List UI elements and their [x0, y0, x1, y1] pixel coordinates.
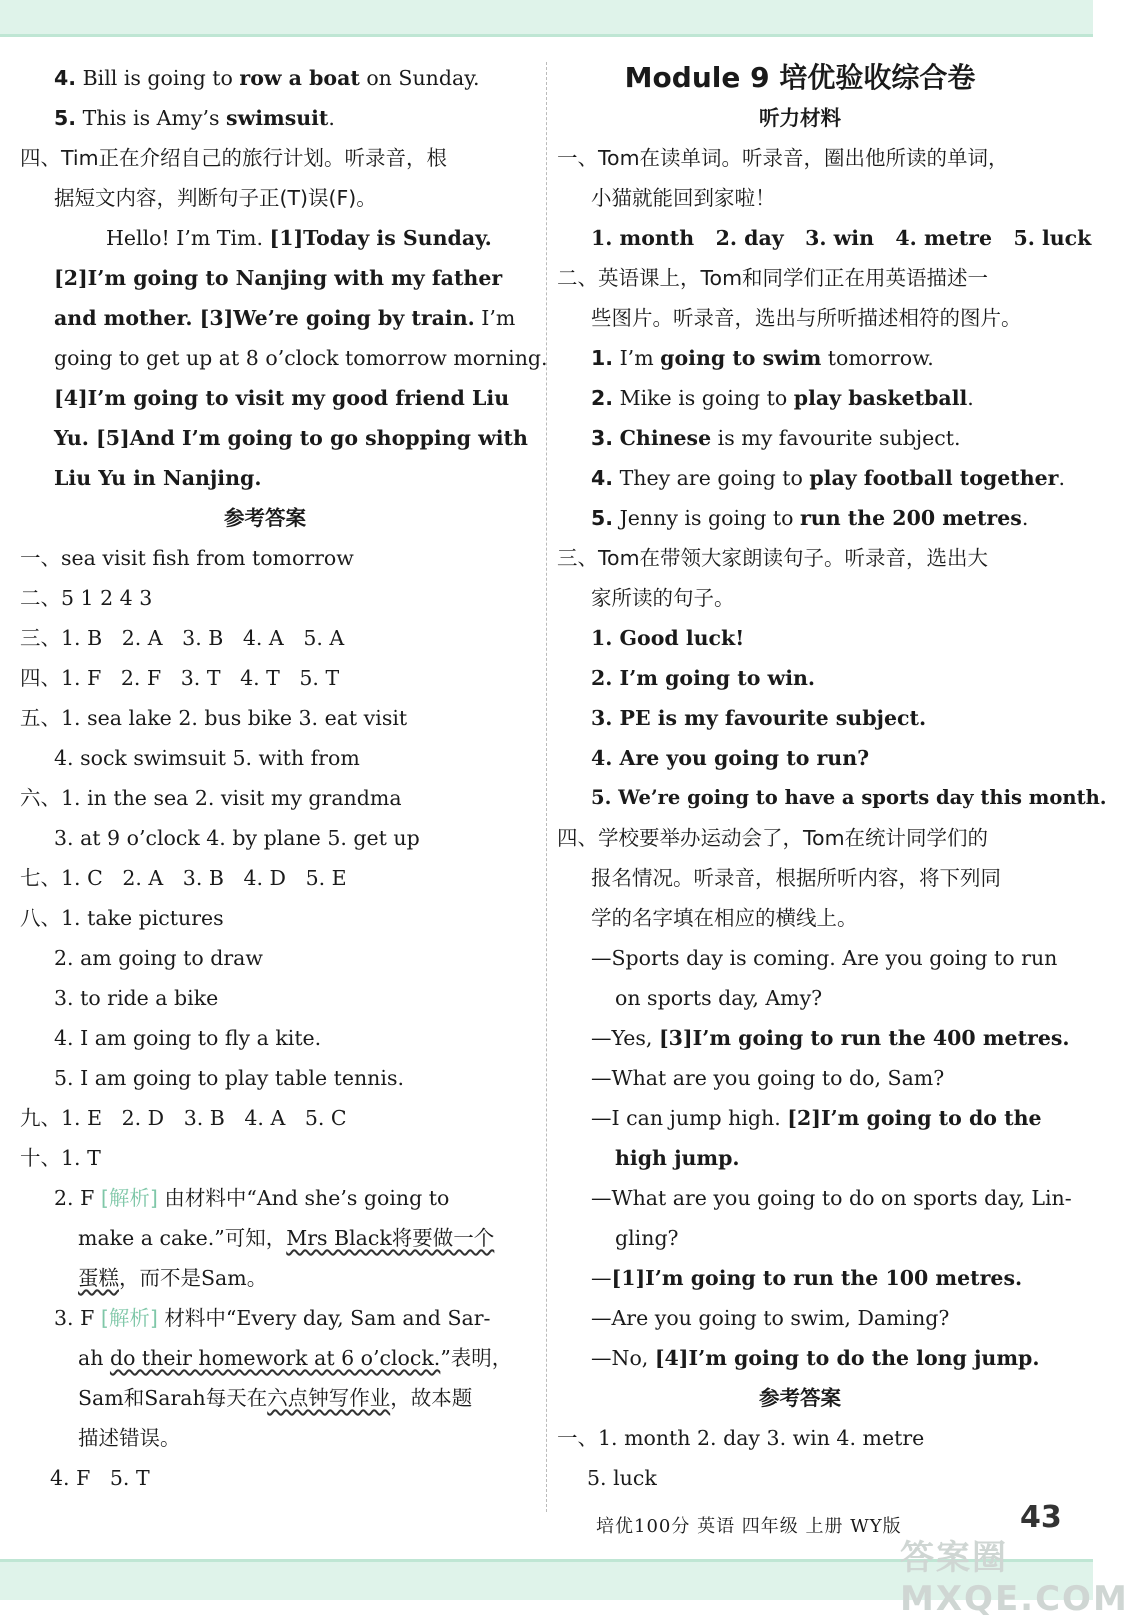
section-2-item-1: 1. I’m going to swim tomorrow. [591, 346, 934, 370]
listening-material-heading: 听力材料 [759, 106, 841, 130]
module-title: Module 9 培优验收综合卷 [624, 61, 976, 94]
answer-section-3: 三、1. B 2. A 3. B 4. A 5. A [20, 626, 345, 650]
dialogue-line-2: —Yes, [3]I’m going to run the 400 metres. [591, 1026, 1070, 1050]
answer-section-6: 六、1. in the sea 2. visit my grandma [20, 786, 402, 810]
passage-line-6: Yu. [5]And I’m going to go shopping with [54, 426, 528, 450]
passage-line-4: going to get up at 8 o’clock tomorrow morning. [54, 346, 548, 370]
answer-8-item-3: 3. to ride a bike [54, 986, 219, 1010]
section-3-item-5: 5. We’re going to have a sports day this month. [591, 786, 1107, 809]
section-2-item-3: 3. Chinese is my favourite subject. [591, 426, 961, 450]
dialogue-line-7: —Are you going to swim, Daming? [591, 1306, 950, 1330]
section-2-instruction-cont: 些图片。听录音，选出与所听描述相符的图片。 [591, 306, 1022, 330]
dialogue-line-8: —No, [4]I’m going to do the long jump. [591, 1346, 1040, 1370]
section-1-words: 1. month 2. day 3. win 4. metre 5. luck [591, 226, 1092, 250]
passage-line-7: Liu Yu in Nanjing. [54, 466, 262, 490]
answer-key-heading: 参考答案 [224, 506, 306, 530]
dialogue-line-5-cont: gling? [615, 1226, 679, 1250]
answer-10-item-3-cont: ah do their homework at 6 o’clock.”表明， [78, 1346, 513, 1370]
answer-section-5: 五、1. sea lake 2. bus bike 3. eat visit [20, 706, 408, 730]
page-number: 43 [1020, 1500, 1062, 1535]
section-3-item-4: 4. Are you going to run? [591, 746, 870, 770]
passage-line-5: [4]I’m going to visit my good friend Liu [54, 386, 510, 410]
section-2-item-4: 4. They are going to play football together. [591, 466, 1066, 490]
answer-section-2: 二、5 1 2 4 3 [20, 586, 153, 610]
section-3-instruction: 三、Tom在带领大家朗读句子。听录音，选出大 [557, 546, 989, 570]
answer-section-9: 九、1. E 2. D 3. B 4. A 5. C [20, 1106, 347, 1130]
dialogue-line-4-cont: high jump. [615, 1146, 740, 1170]
section-1-instruction-cont: 小猫就能回到家啦！ [591, 186, 776, 210]
passage-line-3: and mother. [3]We’re going by train. I’m [54, 306, 516, 330]
dialogue-line-5: —What are you going to do on sports day, Lin- [591, 1186, 1072, 1210]
section-4-instruction: 四、学校要举办运动会了，Tom在统计同学们的 [557, 826, 989, 850]
listening-line-5: 5. This is Amy’s swimsuit. [54, 106, 335, 130]
analysis-tag: [解析] [100, 1306, 158, 1330]
passage-line-2: [2]I’m going to Nanjing with my father [54, 266, 503, 290]
section-2-item-5: 5. Jenny is going to run the 200 metres. [591, 506, 1029, 530]
answer-8-item-2: 2. am going to draw [54, 946, 263, 970]
section-3-instruction-cont: 家所读的句子。 [591, 586, 735, 610]
passage-line-1: Hello! I’m Tim. [1]Today is Sunday. [106, 226, 492, 250]
dialogue-line-1: —Sports day is coming. Are you going to run [591, 946, 1058, 970]
section-4-instruction-end: 学的名字填在相应的横线上。 [591, 906, 858, 930]
answer-10-item-2-cont: make a cake.”可知，Mrs Black将要做一个 [78, 1226, 495, 1250]
answer-section-1: 一、1. month 2. day 3. win 4. metre [557, 1426, 925, 1450]
section-4-instruction-cont: 报名情况。听录音，根据所听内容，将下列同 [591, 866, 1001, 890]
answer-section-4: 四、1. F 2. F 3. T 4. T 5. T [20, 666, 340, 690]
section-3-item-1: 1. Good luck! [591, 626, 745, 650]
answer-10-item-2-end: 蛋糕，而不是Sam。 [78, 1266, 268, 1290]
answer-10-items-4-5: 4. F 5. T [50, 1466, 150, 1490]
dialogue-line-1-cont: on sports day, Amy? [615, 986, 823, 1010]
answer-10-item-3-cont2: Sam和Sarah每天在六点钟写作业，故本题 [78, 1386, 473, 1410]
answer-8-item-5: 5. I am going to play table tennis. [54, 1066, 404, 1090]
answer-10-item-3-end: 描述错误。 [78, 1426, 181, 1450]
section-3-item-2: 2. I’m going to win. [591, 666, 816, 690]
dialogue-line-3: —What are you going to do, Sam? [591, 1066, 945, 1090]
answer-8-item-4: 4. I am going to fly a kite. [54, 1026, 322, 1050]
answer-10-item-2: 2. F [解析] 由材料中“And she’s going to [54, 1186, 450, 1210]
answer-section-1: 一、sea visit fish from tomorrow [20, 546, 354, 570]
section-4-instruction-cont: 据短文内容，判断句子正(T)误(F)。 [54, 186, 377, 210]
answer-section-7: 七、1. C 2. A 3. B 4. D 5. E [20, 866, 347, 890]
dialogue-line-6: —[1]I’m going to run the 100 metres. [591, 1266, 1023, 1290]
answer-section-10: 十、1. T [20, 1146, 101, 1170]
section-2-instruction: 二、英语课上，Tom和同学们正在用英语描述一 [557, 266, 989, 290]
answer-section-1-cont: 5. luck [587, 1466, 657, 1490]
listening-line-4: 4. Bill is going to row a boat on Sunday. [54, 66, 480, 90]
dialogue-line-4: —I can jump high. [2]I’m going to do the [591, 1106, 1042, 1130]
answer-section-8: 八、1. take pictures [20, 906, 224, 930]
section-4-instruction: 四、Tim正在介绍自己的旅行计划。听录音，根 [20, 146, 448, 170]
answer-section-6-cont: 3. at 9 o’clock 4. by plane 5. get up [54, 826, 420, 850]
top-decorative-band [0, 0, 1093, 37]
section-1-instruction: 一、Tom在读单词。听录音，圈出他所读的单词， [557, 146, 1009, 170]
watermark: 答案圈 MXQE.COM [900, 1538, 1129, 1619]
column-divider [546, 62, 547, 1512]
answer-section-5-cont: 4. sock swimsuit 5. with from [54, 746, 360, 770]
section-3-item-3: 3. PE is my favourite subject. [591, 706, 927, 730]
answer-10-item-3: 3. F [解析] 材料中“Every day, Sam and Sar- [54, 1306, 491, 1330]
analysis-tag: [解析] [100, 1186, 158, 1210]
answer-key-heading: 参考答案 [759, 1386, 841, 1410]
section-2-item-2: 2. Mike is going to play basketball. [591, 386, 974, 410]
page-footer: 培优100分 英语 四年级 上册 WY版 [596, 1516, 902, 1537]
